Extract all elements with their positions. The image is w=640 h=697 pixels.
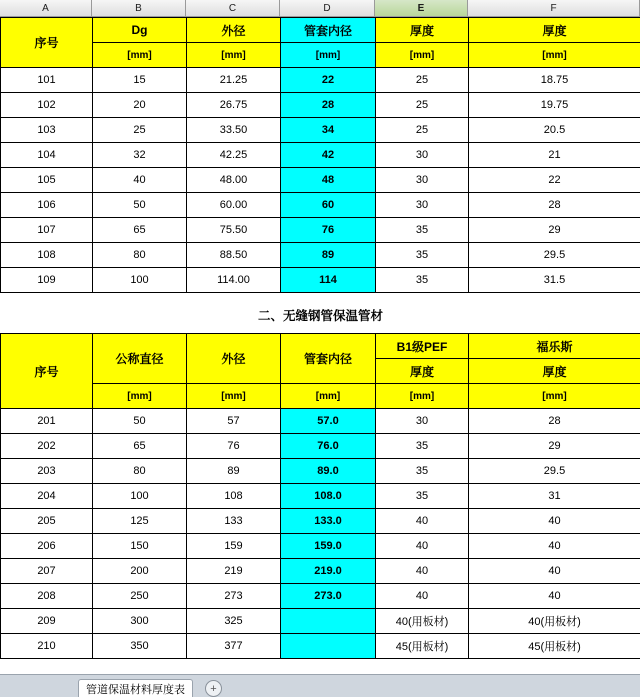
cell[interactable]: 114.00	[187, 268, 281, 293]
cell[interactable]	[281, 609, 376, 634]
cell[interactable]: 207	[1, 559, 93, 584]
cell[interactable]: 45(用板材)	[376, 634, 469, 659]
cell[interactable]: 273.0	[281, 584, 376, 609]
t1-head-thickness-f[interactable]: 厚度	[469, 18, 640, 43]
cell[interactable]: 40(用板材)	[376, 609, 469, 634]
cell[interactable]: 209	[1, 609, 93, 634]
cell[interactable]: 21	[469, 143, 640, 168]
cell[interactable]: 26.75	[187, 93, 281, 118]
cell[interactable]: 205	[1, 509, 93, 534]
t1-head-sleeve-inner-dia[interactable]: 管套内径	[281, 18, 376, 43]
cell[interactable]: 40	[376, 584, 469, 609]
cell[interactable]: 350	[93, 634, 187, 659]
add-sheet-icon[interactable]: +	[205, 680, 222, 697]
cell[interactable]: 30	[376, 143, 469, 168]
table-row	[1, 484, 640, 509]
column-header-d[interactable]: D	[280, 0, 375, 16]
table-row	[1, 634, 640, 659]
section-title-row	[1, 302, 640, 328]
t2-unit-thickness-e[interactable]: [mm]	[376, 384, 469, 409]
blank-cell[interactable]	[93, 293, 187, 302]
column-header-c[interactable]: C	[186, 0, 280, 16]
cell[interactable]: 35	[376, 459, 469, 484]
cell[interactable]: 19.75	[469, 93, 640, 118]
cell[interactable]: 100	[93, 484, 187, 509]
cell[interactable]: 65	[93, 434, 187, 459]
spreadsheet-grid	[0, 17, 640, 659]
table-row	[1, 559, 640, 584]
table-row	[1, 193, 640, 218]
cell[interactable]: 22	[469, 168, 640, 193]
t2-unit-nominal-dia[interactable]: [mm]	[93, 384, 187, 409]
cell[interactable]: 133	[187, 509, 281, 534]
t2-unit-thickness-f[interactable]: [mm]	[469, 384, 640, 409]
cell[interactable]: 31	[469, 484, 640, 509]
table1-unit-row	[1, 43, 640, 68]
table-row	[1, 409, 640, 434]
cell[interactable]: 159	[187, 534, 281, 559]
section-title[interactable]: 二、无缝钢管保温管材	[1, 302, 640, 328]
table-row	[1, 118, 640, 143]
table-row	[1, 93, 640, 118]
table-row	[1, 143, 640, 168]
cell[interactable]: 40	[93, 168, 187, 193]
table-row	[1, 268, 640, 293]
cell[interactable]: 40	[469, 509, 640, 534]
table2-header-row	[1, 334, 640, 359]
cell[interactable]: 25	[376, 93, 469, 118]
cell[interactable]: 28	[281, 93, 376, 118]
table1-header-row	[1, 18, 640, 43]
column-header-b[interactable]: B	[92, 0, 186, 16]
cell[interactable]: 206	[1, 534, 93, 559]
sheet-tab[interactable]: 管道保温材料厚度表	[78, 679, 193, 697]
cell[interactable]: 65	[93, 218, 187, 243]
cell[interactable]: 18.75	[469, 68, 640, 93]
cell[interactable]: 75.50	[187, 218, 281, 243]
cell[interactable]: 40	[376, 534, 469, 559]
cell[interactable]: 89.0	[281, 459, 376, 484]
cell[interactable]: 20	[93, 93, 187, 118]
cell[interactable]: 50	[93, 193, 187, 218]
table-row	[1, 609, 640, 634]
t1-unit-outer-dia[interactable]: [mm]	[187, 43, 281, 68]
cell[interactable]: 21.25	[187, 68, 281, 93]
t1-head-outer-dia[interactable]: 外径	[187, 18, 281, 43]
table-row	[1, 68, 640, 93]
t2-head-fulesi[interactable]: 福乐斯	[469, 334, 640, 359]
cell[interactable]: 15	[93, 68, 187, 93]
t2-unit-sleeve-inner-dia[interactable]: [mm]	[281, 384, 376, 409]
cell[interactable]: 30	[376, 168, 469, 193]
cell[interactable]: 60	[281, 193, 376, 218]
cell[interactable]: 76.0	[281, 434, 376, 459]
cell[interactable]: 35	[376, 218, 469, 243]
column-header-e[interactable]: E	[375, 0, 468, 16]
cell[interactable]: 35	[376, 268, 469, 293]
cell[interactable]: 108	[187, 484, 281, 509]
cell[interactable]: 28	[469, 193, 640, 218]
cell[interactable]: 25	[376, 118, 469, 143]
blank-cell[interactable]	[187, 293, 281, 302]
t2-head-sleeve-inner-dia[interactable]: 管套内径	[281, 334, 376, 384]
cell[interactable]: 35	[376, 434, 469, 459]
blank-cell[interactable]	[469, 293, 640, 302]
t2-sub-thickness-f[interactable]: 厚度	[469, 359, 640, 384]
cell[interactable]: 22	[281, 68, 376, 93]
cell[interactable]: 150	[93, 534, 187, 559]
table-row	[1, 218, 640, 243]
cell[interactable]: 273	[187, 584, 281, 609]
cell[interactable]: 29	[469, 434, 640, 459]
blank-cell[interactable]	[376, 293, 469, 302]
cell[interactable]: 32	[93, 143, 187, 168]
cell[interactable]: 76	[187, 434, 281, 459]
table2-unit-row	[1, 384, 640, 409]
cell[interactable]: 57.0	[281, 409, 376, 434]
blank-cell[interactable]	[281, 293, 376, 302]
cell[interactable]: 40	[469, 559, 640, 584]
blank-row	[1, 293, 640, 302]
cell[interactable]: 80	[93, 459, 187, 484]
table-row	[1, 243, 640, 268]
cell[interactable]: 42	[281, 143, 376, 168]
cell[interactable]: 31.5	[469, 268, 640, 293]
table-row	[1, 434, 640, 459]
cell[interactable]: 40	[376, 509, 469, 534]
cell[interactable]: 45(用板材)	[469, 634, 640, 659]
t2-unit-outer-dia[interactable]: [mm]	[187, 384, 281, 409]
cell[interactable]: 48	[281, 168, 376, 193]
t1-unit-sleeve-inner-dia[interactable]: [mm]	[281, 43, 376, 68]
table-row	[1, 509, 640, 534]
cell[interactable]: 25	[376, 68, 469, 93]
column-header-f[interactable]: F	[468, 0, 640, 16]
table-row	[1, 534, 640, 559]
cell[interactable]: 105	[1, 168, 93, 193]
cell[interactable]: 76	[281, 218, 376, 243]
cell[interactable]: 28	[469, 409, 640, 434]
cell[interactable]: 103	[1, 118, 93, 143]
cell[interactable]: 219.0	[281, 559, 376, 584]
cell[interactable]: 29.5	[469, 459, 640, 484]
cell[interactable]: 102	[1, 93, 93, 118]
cell[interactable]: 40	[469, 534, 640, 559]
cell[interactable]: 35	[376, 484, 469, 509]
t1-head-seq[interactable]: 序号	[1, 18, 93, 68]
table-row	[1, 459, 640, 484]
cell[interactable]: 34	[281, 118, 376, 143]
column-header-strip	[0, 0, 640, 17]
cell[interactable]: 104	[1, 143, 93, 168]
t1-head-dg[interactable]: Dg	[93, 18, 187, 43]
cell[interactable]: 88.50	[187, 243, 281, 268]
cell[interactable]: 201	[1, 409, 93, 434]
cell[interactable]: 40	[376, 559, 469, 584]
cell[interactable]: 325	[187, 609, 281, 634]
cell[interactable]: 89	[281, 243, 376, 268]
t1-unit-thickness-e[interactable]: [mm]	[376, 43, 469, 68]
table-row	[1, 584, 640, 609]
cell[interactable]: 108	[1, 243, 93, 268]
blank-cell[interactable]	[1, 293, 93, 302]
cell[interactable]: 20.5	[469, 118, 640, 143]
cell[interactable]: 203	[1, 459, 93, 484]
cell[interactable]: 107	[1, 218, 93, 243]
cell[interactable]: 106	[1, 193, 93, 218]
cell[interactable]: 377	[187, 634, 281, 659]
cell[interactable]: 60.00	[187, 193, 281, 218]
cell[interactable]	[281, 634, 376, 659]
cell[interactable]: 80	[93, 243, 187, 268]
cell[interactable]: 48.00	[187, 168, 281, 193]
t1-head-thickness-e[interactable]: 厚度	[376, 18, 469, 43]
cell[interactable]: 250	[93, 584, 187, 609]
cell[interactable]: 159.0	[281, 534, 376, 559]
cell[interactable]: 208	[1, 584, 93, 609]
cell[interactable]: 210	[1, 634, 93, 659]
cell[interactable]: 89	[187, 459, 281, 484]
cell[interactable]: 50	[93, 409, 187, 434]
cell[interactable]: 101	[1, 68, 93, 93]
cell[interactable]: 133.0	[281, 509, 376, 534]
sheet-tab-bar	[0, 674, 640, 697]
cell[interactable]: 25	[93, 118, 187, 143]
cell[interactable]: 40(用板材)	[469, 609, 640, 634]
t1-unit-dg[interactable]: [mm]	[93, 43, 187, 68]
cell[interactable]: 204	[1, 484, 93, 509]
table-row	[1, 168, 640, 193]
cell[interactable]: 29.5	[469, 243, 640, 268]
cell[interactable]: 108.0	[281, 484, 376, 509]
cell[interactable]: 200	[93, 559, 187, 584]
cell[interactable]: 40	[469, 584, 640, 609]
cell[interactable]: 202	[1, 434, 93, 459]
t1-unit-thickness-f[interactable]: [mm]	[469, 43, 640, 68]
cell[interactable]: 33.50	[187, 118, 281, 143]
cell[interactable]: 42.25	[187, 143, 281, 168]
cell[interactable]: 35	[376, 243, 469, 268]
cell[interactable]: 109	[1, 268, 93, 293]
column-header-a[interactable]: A	[0, 0, 92, 16]
cell[interactable]: 300	[93, 609, 187, 634]
t2-sub-thickness-e[interactable]: 厚度	[376, 359, 469, 384]
cell[interactable]: 30	[376, 409, 469, 434]
cell[interactable]: 219	[187, 559, 281, 584]
t2-head-nominal-dia[interactable]: 公称直径	[93, 334, 187, 384]
cell[interactable]: 114	[281, 268, 376, 293]
cell[interactable]: 125	[93, 509, 187, 534]
cell[interactable]: 29	[469, 218, 640, 243]
t2-head-outer-dia[interactable]: 外径	[187, 334, 281, 384]
t2-head-b1-pef[interactable]: B1级PEF	[376, 334, 469, 359]
cell[interactable]: 30	[376, 193, 469, 218]
t2-head-seq[interactable]: 序号	[1, 334, 93, 409]
cell[interactable]: 100	[93, 268, 187, 293]
cell[interactable]: 57	[187, 409, 281, 434]
